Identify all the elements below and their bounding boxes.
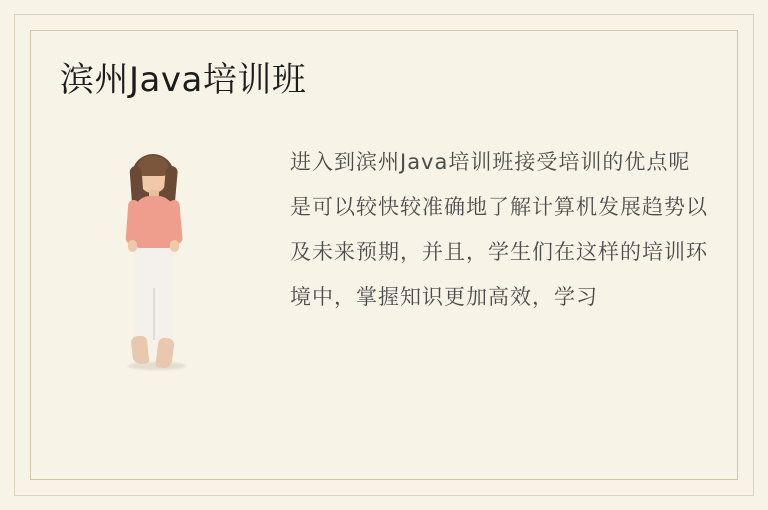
article-content: [60, 140, 708, 378]
figure-leg-divider: [153, 288, 155, 340]
figure-hand-right: [170, 240, 179, 252]
page-title: 滨州Java培训班: [60, 60, 307, 100]
article-body: 进入到滨州Java培训班接受培训的优点呢是可以较快较准确地了解计算机发展趋势以及未来预期，并且，学生们在这样的培训环境中，掌握知识更加高效，学习: [290, 150, 708, 309]
figure-shoe-left: [131, 335, 150, 365]
figure-hand-left: [128, 240, 137, 252]
standing-woman-illustration: [98, 148, 228, 378]
